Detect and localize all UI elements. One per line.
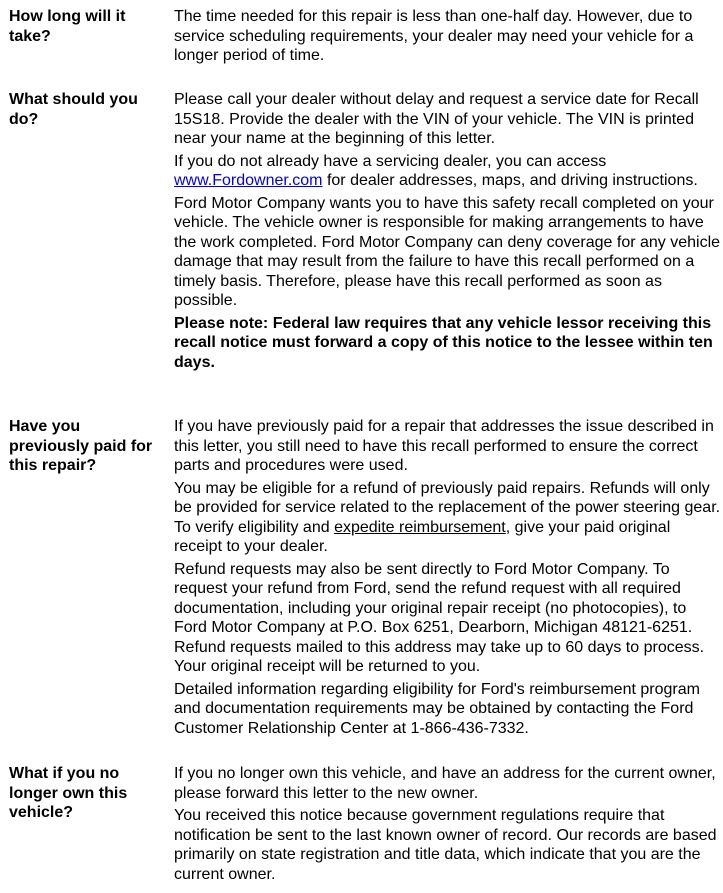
paragraph xyxy=(174,479,722,557)
paragraph xyxy=(174,152,722,191)
paragraph: You received this notice because government regulations require that notification be sent to the last known owner of record. Our records are based primarily on state registration and title data, which indicate that you are the current owner. xyxy=(174,807,717,883)
text-run: If you do not already have a servicing dealer, you can access xyxy=(174,152,607,170)
text-run: for dealer addresses, maps, and driving instructions. xyxy=(322,172,698,189)
question-heading: Have you previously paid for this repair? xyxy=(9,418,153,474)
paragraph: If you no longer own this vehicle, and have an address for the current owner, please forward this letter to the new owner. xyxy=(174,765,716,802)
answer-text xyxy=(174,7,722,69)
underlined-text: expedite reimbursement xyxy=(334,518,506,536)
paragraph: The time needed for this repair is less than one-half day. However, due to service scheduling requirements, your dealer may need your vehicle for a longer period of time. xyxy=(174,8,694,64)
paragraph: Please call your dealer without delay and request a service date for Recall 15S18. Provide the dealer with the VIN of your vehicle. The VIN is printed near your name at the beginning of this letter. xyxy=(174,91,699,147)
answer-text xyxy=(174,417,722,741)
text-run: , give your paid original receipt to your dealer. xyxy=(174,518,671,555)
paragraph: Ford Motor Company wants you to have this safety recall completed on your vehicle. The vehicle owner is responsible for making arrangements to have the work completed. Ford Motor Company can deny coverage for any vehicle damage that may result from the failure to have this recall performed on a timely basis. Therefore, please have this recall performed as soon as possible. xyxy=(174,194,721,309)
question-heading: What should you do? xyxy=(9,91,138,128)
answer-text xyxy=(174,764,722,887)
paragraph: If you have previously paid for a repair that addresses the issue described in this letter, you still need to have this recall performed to ensure the correct parts and procedures were used. xyxy=(174,418,714,474)
answer-text xyxy=(174,90,722,375)
paragraph: Detailed information regarding eligibility for Ford's reimbursement program and documentation requirements may be obtained by contacting the Ford Customer Relationship Center at 1-866-436-7332. xyxy=(174,680,700,737)
federal-law-note: Please note: Federal law requires that any vehicle lessor receiving this recall notice must forward a copy of this notice to the lessee within ten days. xyxy=(174,314,713,371)
paragraph: Refund requests may also be sent directly to Ford Motor Company. To request your refund from Ford, send the refund request with all required documentation, including your original repair receipt (no photocopies), to Ford Motor Company at P.O. Box 6251, Dearborn, Michigan 48121-6251. Refund requests mailed to this address may take up to 60 days to process. Your original receipt will be returned to you. xyxy=(174,560,705,675)
fordowner-link[interactable]: www.Fordowner.com xyxy=(174,172,323,189)
text-run: You may be eligible for a refund of previously paid repairs. Refunds will only be provided for service related to the replacement of the power steering gear. To verify eligibility and xyxy=(174,479,721,536)
question-heading: What if you no longer own this vehicle? xyxy=(9,765,128,821)
question-heading: How long will it take? xyxy=(9,8,126,45)
